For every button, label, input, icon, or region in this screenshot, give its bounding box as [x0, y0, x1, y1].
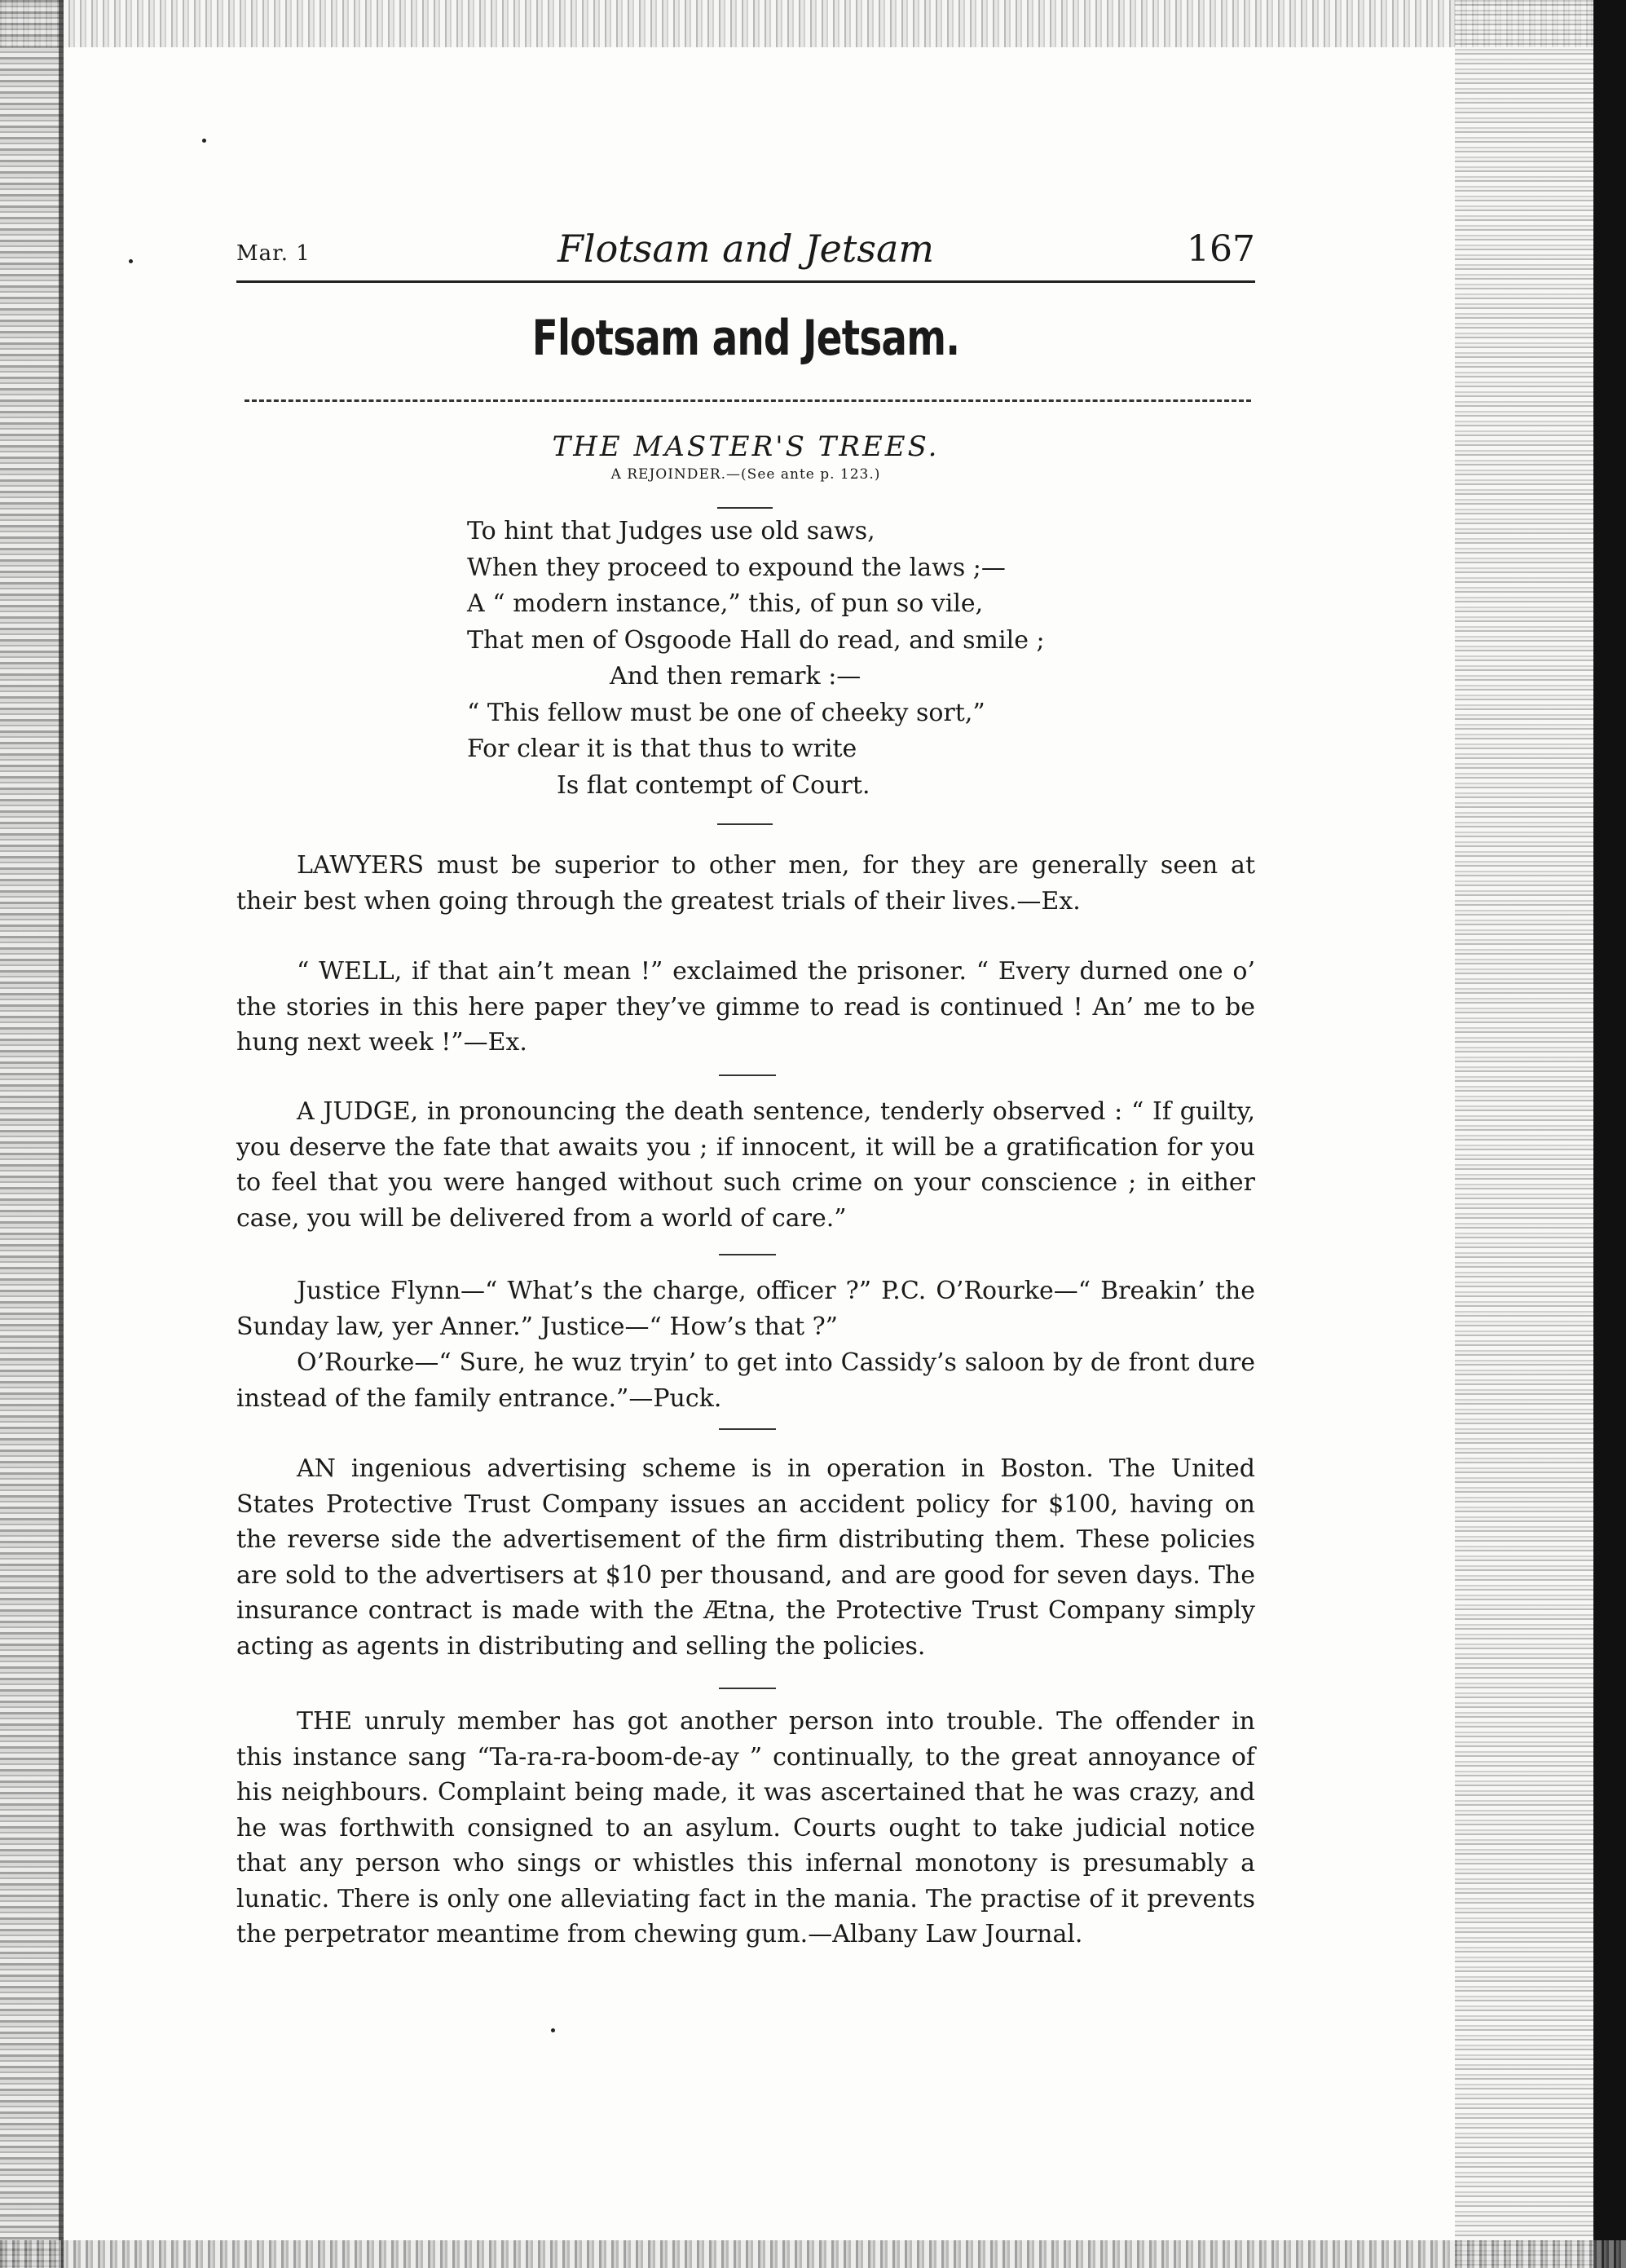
separator [717, 823, 773, 825]
running-header [236, 227, 1255, 276]
speck [129, 259, 133, 263]
scan-edge-top [0, 0, 1626, 47]
scan-binding-shadow [59, 0, 64, 2268]
poem-subtitle: A REJOINDER.—(See ante p. 123.) [610, 466, 881, 483]
item-lawyers: LAWYERS must be superior to other men, for they are generally seen at their best when going through the greatest trials of their lives.—Ex. [236, 851, 1255, 916]
poem-line: “ This fellow must be one of cheeky sort,” [467, 698, 985, 727]
separator [719, 1254, 776, 1255]
poem-line: To hint that Judges use old saws, [467, 517, 875, 545]
poem-line: When they proceed to expound the laws ;— [467, 553, 1006, 582]
speck [202, 139, 206, 143]
header-rule [236, 280, 1255, 283]
poem-title: THE MASTER'S TREES. [552, 430, 940, 463]
poem-line: Is flat contempt of Court. [557, 770, 870, 800]
poem-line: That men of Osgoode Hall do read, and smile ; [467, 625, 1045, 655]
scan-edge-right-dark [1593, 0, 1626, 2268]
item-flynn-2: O’Rourke—“ Sure, he wuz tryin’ to get into Cassidy’s saloon by de front dure instead of the family entrance.”—Puck. [236, 1348, 1255, 1413]
item-flynn-1: Justice Flynn—“ What’s the charge, officer ?” P.C. O’Rourke—“ Breakin’ the Sunday law, yer Anner.” Justice—“ How’s that ?” [236, 1277, 1255, 1341]
header-title: Flotsam and Jetsam [557, 227, 934, 271]
poem-body [467, 514, 1045, 804]
speck [551, 2028, 555, 2032]
poem-line: And then remark :— [610, 662, 861, 691]
page-number: 167 [1187, 228, 1255, 270]
title-rule [245, 399, 1251, 402]
separator [719, 1074, 776, 1076]
poem-line: For clear it is that thus to write [467, 735, 857, 763]
poem-line: A “ modern instance,” this, of pun so vile, [467, 589, 984, 618]
item-unruly: THE unruly member has got another person into trouble. The offender in this instance sang “Ta-ra-ra-boom-de-ay ” continually, to the great annoyance of his neighbours. Complaint being made, it was ascertained that he was crazy, and he was forthwith consigned to an asylum. Courts ought to take judicial notice that any person who sings or whistles this infernal monotony is presumably a lunatic. There is only one alleviating fact in the mania. The practise of it prevents the perpetrator meantime from chewing gum.—Albany Law Journal. [236, 1707, 1255, 1948]
separator [719, 1428, 776, 1430]
page-title: Flotsam and Jetsam. [531, 310, 960, 367]
scan-edge-bottom [0, 2240, 1626, 2268]
separator [719, 1688, 776, 1689]
item-well: “ WELL, if that ain’t mean !” exclaimed the prisoner. “ Every durned one o’ the stories in this here paper they’ve gimme to read is continued ! An’ me to be hung next week !”—Ex. [236, 957, 1255, 1057]
header-date: Mar. 1 [236, 241, 311, 266]
item-advert: AN ingenious advertising scheme is in operation in Boston. The United States Protective Trust Company issues an accident policy for $100, having on the reverse side the advertisement of the firm distributing them. These policies are sold to the advertisers at $10 per thousand, and are good for seven days. The insurance contract is made with the Ætna, the Protective Trust Company simply acting as agents in distributing and selling the policies. [236, 1454, 1255, 1661]
item-judge: A JUDGE, in pronouncing the death sentence, tenderly observed : “ If guilty, you deserve the fate that awaits you ; if innocent, it will be a gratification for you to feel that you were hanged without such crime on your conscience ; in either case, you will be delivered from a world of care.” [236, 1097, 1255, 1233]
separator [717, 507, 773, 509]
scan-edge-left [0, 0, 64, 2268]
